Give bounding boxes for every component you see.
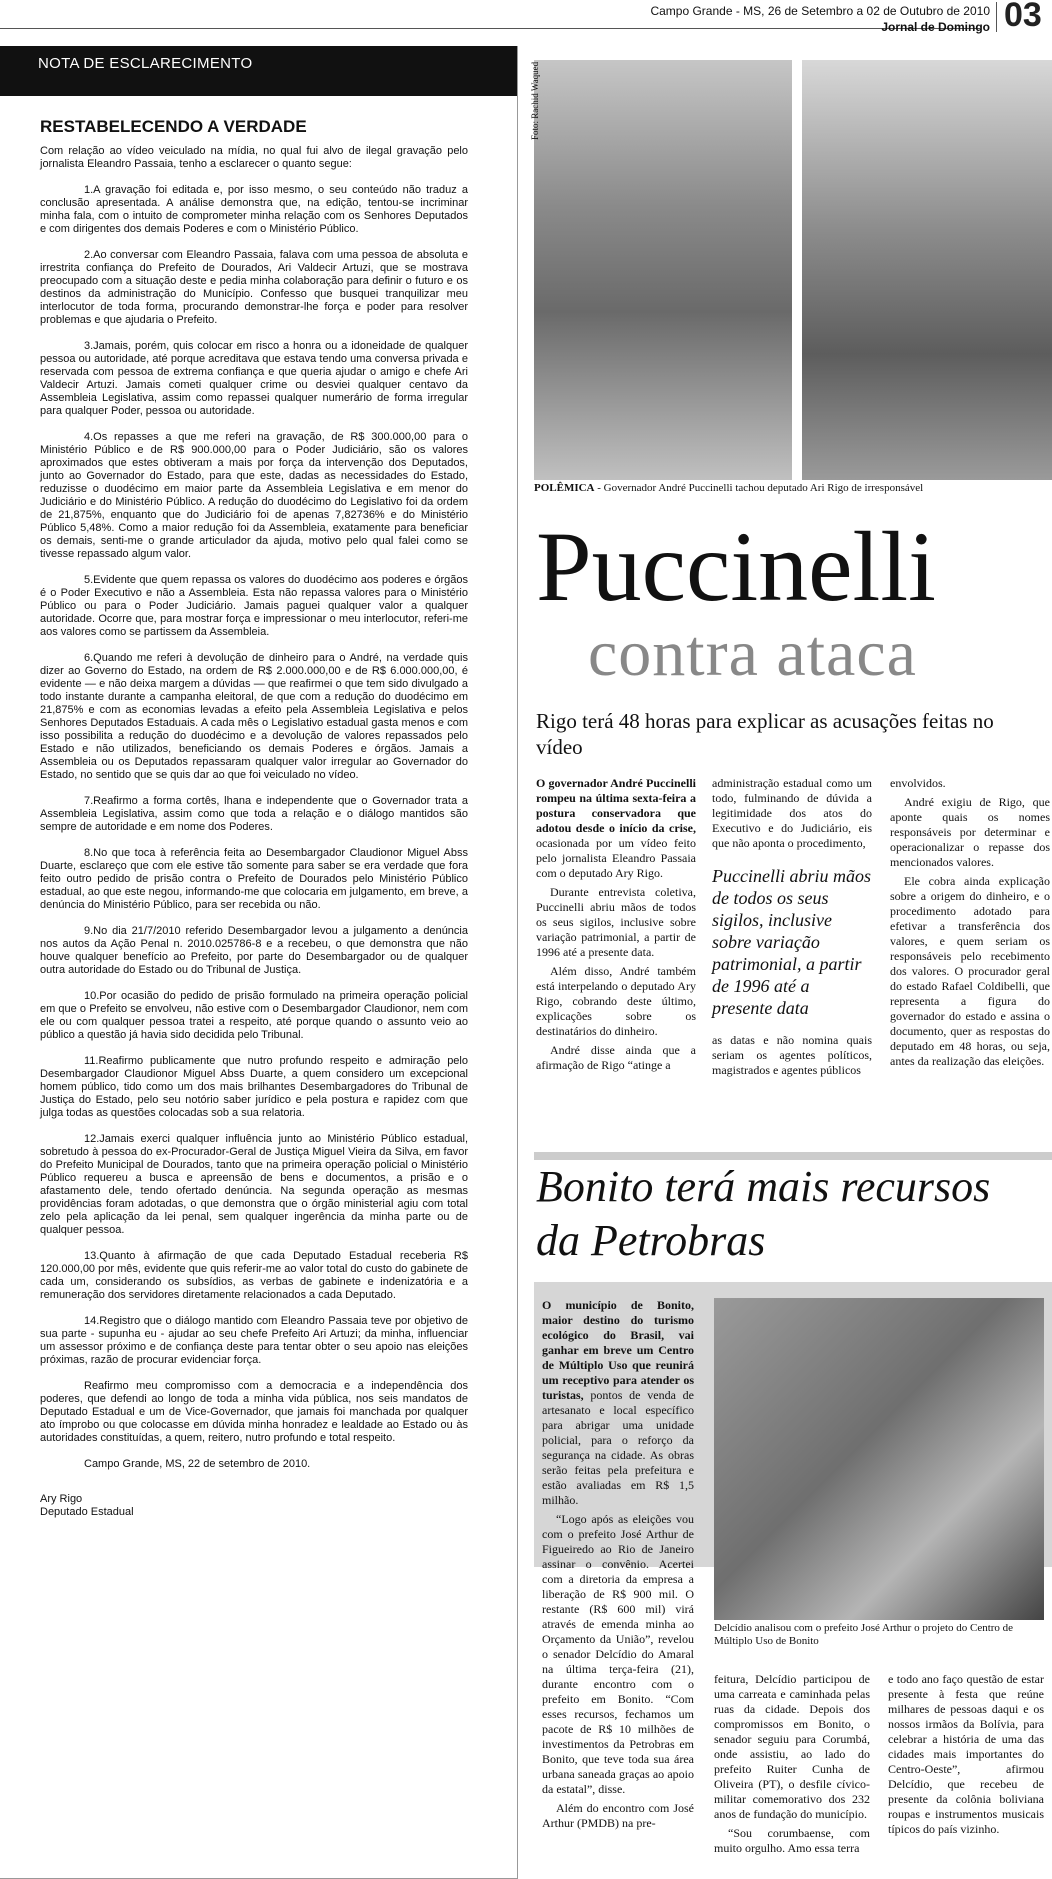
note-closing: Reafirmo meu compromisso com a democracia e a independência dos poderes, que defendi ao longo de toda a minha vida pública, nos seis mandatos de Deputado Estadual e um de Vice-Governador, que jamais foi manchada por qualquer ato ímprobo ou que colocasse em dúvida minha honradez e lealdade ao Estado ou às autoridades constituídas, a quem, reitero, nutro profundo e total respeito.: [40, 1380, 468, 1444]
meeting-photo-caption: Delcídio analisou com o prefeito José Arthur o projeto do Centro de Múltiplo Uso de Bonito: [714, 1622, 1014, 1647]
meeting-photo: [714, 1298, 1044, 1620]
article-column: [714, 1672, 870, 1860]
article-column: [890, 776, 1050, 1073]
page-number: 03: [1004, 0, 1042, 34]
article-paragraph: administração estadual como um todo, fulminando de dúvida a legitimidade dos atos do Executivo e do Judiciário, eis que não aponta o procedimento,: [712, 776, 872, 850]
article-lead: [536, 776, 696, 881]
pull-quote: Puccinelli abriu mãos de todos os seus sigilos, inclusive sobre variação patrimonial, a partir de 1996 até a presente data: [712, 866, 871, 1018]
caption-label: POLÊMICA: [534, 482, 595, 494]
article-paragraph: envolvidos.: [890, 776, 946, 790]
note-paragraph: 14.Registro que o diálogo mantido com Eleandro Passaia teve por objetivo de sua parte - supunha eu - ajudar ao seu chefe Prefeito Ari Artuzi; da minha, influenciar um assessor próximo e de confiança deste para tentar obter o seu apoio nas eleições próximas, razão de procurar evidenciar força.: [40, 1315, 468, 1366]
lead-rest: ocasionada por um vídeo feito pelo jornalista Eleandro Passaia com o deputado Ary Rigo.: [536, 836, 696, 880]
article-paragraph: “Sou corumbaense, com muito orgulho. Amo essa terra: [714, 1826, 870, 1855]
note-paragraph: 7.Reafirmo a forma cortês, lhana e independente que o Governador trata a Assembleia Legislativa, assim como que toda a relação e o diálogo mantidos são sempre de autoridade e em nome dos Poderes.: [40, 795, 468, 833]
note-body: [40, 117, 468, 1519]
signature-block: [40, 1493, 468, 1519]
note-paragraph: 10.Por ocasião do pedido de prisão formulado na primeira operação policial em que o Prefeito se envolveu, não estive com o Desembargador Claudionor, nem com ele ou com qualquer pessoa tratei a respeito, até porque quando o assunto veio ao público a questão já havia sido decidida pelo Tribunal.: [40, 990, 468, 1041]
header-date: Campo Grande - MS, 26 de Setembro a 02 de Outubro de 2010: [650, 4, 990, 18]
clarification-note: [0, 46, 518, 1879]
bonito-lead-bold: O município de Bonito, maior destino do turismo ecológico do Brasil, vai ganhar em breve um Centro de Múltiplo Uso que reunirá um receptivo para atender os turistas,: [542, 1298, 694, 1402]
note-paragraph: 2.Ao conversar com Eleandro Passaia, falava com uma pessoa de absoluta e irrestrita confiança do Prefeito de Dourados, Ari Valdecir Artuzi, que se mostrava preocupado com a situação deste e pedia minha colaboração para definir o futuro e os destinos da administração do Município. Confesso que busquei tranquilizar meu interlocutor de toda forma, procurando demonstrar-lhe força e poder para resolver problemas e que ajudaria o Prefeito.: [40, 249, 468, 326]
photo-credit: Foto: Rachid Waqued: [530, 61, 540, 140]
bonito-lead: [542, 1298, 694, 1508]
article-column: [536, 776, 696, 1077]
note-paragraph: 13.Quanto à afirmação de que cada Deputado Estadual receberia R$ 120.000,00 por mês, evidente que quis referir-me ao valor total do custo do gabinete de cada um, considerando os subsídios, as verbas de gabinete e indenizatória e a remuneração dos servidores diretamente relacionados a cada Deputado.: [40, 1250, 468, 1301]
article-paragraph: Além disso, André também está interpelando o deputado Ary Rigo, cobrando deste último, explicações sobre os destinatários do dinheiro.: [536, 964, 696, 1038]
header-separator: [996, 2, 997, 32]
article-paragraph: André disse ainda que a afirmação de Rigo “atinge a: [536, 1043, 696, 1072]
governor-photo: [534, 60, 792, 480]
article-paragraph: Durante entrevista coletiva, Puccinelli abriu mãos de todos os seus sigilos, inclusive sobre variação patrimonial, a partir de 1996 até a presente data.: [536, 885, 696, 959]
article-paragraph: as datas e não nomina quais seriam os agentes políticos, magistrados e agentes públicos: [712, 1033, 872, 1077]
note-paragraph: 6.Quando me referi à devolução de dinheiro para o André, na verdade quis dizer ao Governo do Estado, na ordem de R$ 2.000.000,00 e de R$ 6.000.000,00, é evidente — e não deixa margem a dúvidas — que reafirmei o que tem sido divulgado a todo instante durante a campanha eleitoral, de que com a redução do duodécimo em 21,875% e com as economias levadas a efeito pela Assembleia Legislativa e pelos Senhores Deputados Estaduais. A cada mês o Legislativo estadual gasta menos e com isso possibilita a redução do duodécimo e a devolução de valores repassados pelo Estado e não utilizados, beneficiando os demais Poderes e órgãos. Jamais a Assembleia ou os Deputados repassaram qualquer valor irregular ao Governador do Estado, no sentido que se quis dar ao que foi veiculado no vídeo.: [40, 652, 468, 781]
note-paragraph: 1.A gravação foi editada e, por isso mesmo, o seu conteúdo não traduz a conclusão apresentada. A análise demonstra que, na edição, tentou-se incriminar minha fala, com o intuito de comprometer minha relação com os Senhores Deputados e com dirigentes dos demais Poderes e com o Ministério Público.: [40, 184, 468, 235]
header-newspaper-name: Jornal de Domingo: [881, 20, 990, 34]
deputy-photo: [802, 60, 1052, 480]
photo-caption: [534, 482, 1052, 494]
note-paragraph: 8.No que toca à referência feita ao Desembargador Claudionor Miguel Abss Duarte, esclareço que com ele estive tão somente para saber se era verdade que fora feito outro pedido de prisão contra o Prefeito de Dourados pelo Ministério Público estadual, ao que este negou, informando-me que colocaria em julgamento, em breve, a denúncia do Ministério Público, para ser recebida ou não.: [40, 847, 468, 911]
section-banner: NOTA DE ESCLARECIMENTO: [0, 46, 517, 96]
note-paragraph: 9.No dia 21/7/2010 referido Desembargador levou a julgamento a denúncia nos autos da Ação Penal n. 2010.025786-8 e a recebeu, o que demonstra que não houve qualquer benefício ao Prefeito, por parte do Desembargador ou de qualquer outra autoridade do Estado ou do Tribunal de Justiça.: [40, 925, 468, 976]
note-place-date: Campo Grande, MS, 22 de setembro de 2010.: [84, 1458, 311, 1470]
headline-secondary: contra ataca: [588, 617, 917, 690]
article-paragraph: Ele cobra ainda explicação sobre a origem do dinheiro, e o procedimento adotado para efetivar a transferência dos valores, e quem seriam os responsáveis pelo recebimento dos valores. O procurador geral do estado Rafael Coldibelli, que representa a figura do governador do estado e assina o documento, quer as respostas do deputado em 48 horas, ou seja, antes da realização das eleições.: [890, 874, 1050, 1068]
note-title: RESTABELECENDO A VERDADE: [40, 117, 307, 136]
headline-main: Puccinelli: [536, 511, 936, 622]
article-column: [888, 1672, 1044, 1841]
article-subhead: Rigo terá 48 horas para explicar as acusações feitas no vídeo: [536, 709, 994, 759]
note-paragraph: 12.Jamais exerci qualquer influência junto ao Ministério Público estadual, sobretudo à pessoa do ex-Procurador-Geral de Justiça Miguel Vieira da Silva, em favor do Prefeito Municipal de Dourados, tanto que na primeira operação policial o Ministério Público requereu a busca e apreensão de bens e documentos, a prisão e o afastamento dele, tendo ofertado denúncia. Na segunda operação as mesmas providências foram adotadas, o que demonstra que o órgão ministerial agiu com total zelo pela aplicação da lei penal, sem qualquer ingerência da minha parte ou de qualquer pessoa.: [40, 1133, 468, 1236]
bonito-lead-rest: pontos de venda de artesanato e local específico para abrigar uma unidade policial, para o reforço da segurança na cidade. As obras serão feitas pela prefeitura e estão avaliadas em R$ 1,5 milhão.: [542, 1388, 694, 1507]
article-paragraph: “Logo após as eleições vou com o prefeito José Arthur de Figueiredo ao Rio de Janeiro assinar o convênio. Acertei com a diretoria da empresa a liberação de R$ 900 mil. O restante (R$ 600 mil) virá através de emenda minha ao Orçamento da União”, revelou o senador Delcídio do Amaral na última terça-feira (21), durante encontro com o prefeito em Bonito. “Com esses recursos, fechamos um pacote de R$ 10 milhões de investimentos da Petrobras em Bonito, que teve toda sua área urbana saneada graças ao apoio da estatal”, disse.: [542, 1512, 694, 1796]
article-column: [712, 776, 872, 1082]
signer-title: Deputado Estadual: [40, 1506, 134, 1518]
note-paragraph: 3.Jamais, porém, quis colocar em risco a honra ou a idoneidade de qualquer pessoa ou autoridade, até porque acreditava que estava tendo uma conversa privada e reservada com pessoa de extrema confiança e que queria ajudar o amigo e chefe Ari Valdecir Artuzi. Jamais cometi qualquer crime ou desviei qualquer centavo da Assembleia Legislativa, assim como repassei qualquer numerário de forma irregular para qualquer Poder, pessoa ou autoridade.: [40, 340, 468, 417]
page-header: [0, 0, 1052, 40]
article-paragraph: André exigiu de Rigo, que aponte quais os nomes responsáveis por determinar e operacionalizar o repasse dos mencionados valores.: [890, 795, 1050, 869]
note-paragraph: 5.Evidente que quem repassa os valores do duodécimo aos poderes e órgãos é o Poder Executivo e não a Assembleia. Esta não repassa valores para o Ministério Público ou para o Poder Judiciário. Jamais paguei qualquer valor a qualquer autoridade. Ocorre que, para mostrar força e impressionar o meu interlocutor, referi-me aos valores como se partissem da Assembleia.: [40, 574, 468, 638]
lead-bold: O governador André Puccinelli rompeu na última sexta-feira a postura conservadora que adotou desde o início da crise,: [536, 776, 696, 835]
article-paragraph: e todo ano faço questão de estar presente à festa que reúne milhares de pessoas daqui e os nossos irmãos da Bolívia, para celebrar a história de uma das cidades mais importantes do Centro-Oeste”, afirmou Delcídio, que recebeu de presente da colônia boliviana roupas e instrumentos musicais típicos do país vizinho.: [888, 1672, 1044, 1836]
section-divider: [534, 1152, 1052, 1160]
caption-text: - Governador André Puccinelli tachou deputado Ari Rigo de irresponsável: [594, 482, 924, 494]
note-paragraph: 4.Os repasses a que me referi na gravação, de R$ 300.000,00 para o Ministério Público e de R$ 900.000,00 para o Poder Judiciário, são os valores aproximados que estes obtiveram a mais por força da intervenção dos Deputados, junto ao Governador do Estado, para que este, dadas as necessidades do Estado, reduzisse o duodécimo em maior parte da Assembleia Legislativa e em menor do Judiciário e do Ministério Público. A redução do duodécimo do Legislativo foi da ordem de 21,875%, enquanto que do Judiciário foi de apenas 7,82736% e do Ministério Público 5,48%. Como a maior redução foi da Assembleia, exatamente para beneficiar os demais, senti-me o grande articulador da ajuda, motivo pelo qual falei como se tivesse repassado algum valor.: [40, 431, 468, 560]
note-intro: Com relação ao vídeo veiculado na mídia, no qual fui alvo de ilegal gravação pelo jornalista Eleandro Passaia, tenho a esclarecer o quanto segue:: [40, 145, 468, 170]
signer-name: Ary Rigo: [40, 1493, 83, 1505]
bonito-lead-column: [542, 1298, 694, 1831]
headline-bonito: Bonito terá mais recursos da Petrobras: [536, 1162, 991, 1265]
note-paragraph: 11.Reafirmo publicamente que nutro profundo respeito e admiração pelo Desembargador Claudionor Miguel Abss Duarte, a quem considero um excepcional homem público, tido como um dos mais brilhantes Desembargadores do Tribunal de Justiça do Estado, pelo seu notório saber jurídico e pela postura e rapidez com que julga todas as questões colocadas sob a sua relatoria.: [40, 1055, 468, 1119]
article-paragraph: Além do encontro com José Arthur (PMDB) na pre-: [542, 1801, 694, 1830]
header-rule: [0, 28, 980, 29]
article-paragraph: feitura, Delcídio participou de uma carreata e caminhada pelas ruas da cidade. Depois dos compromissos em Bonito, o senador seguiu para Corumbá, onde assistiu, ao lado do prefeito Ruiter Cunha de Oliveira (PT), o desfile cívico-militar comemorativo dos 232 anos de fundação do município.: [714, 1672, 870, 1821]
